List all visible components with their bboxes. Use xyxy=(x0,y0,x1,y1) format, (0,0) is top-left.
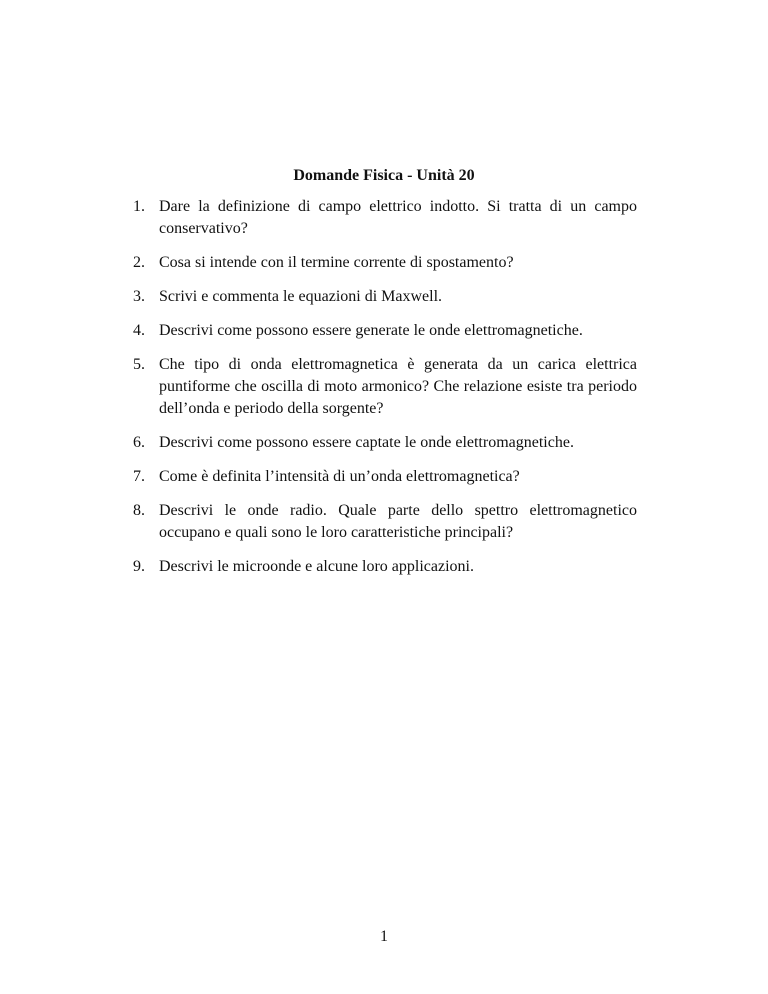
list-item xyxy=(133,556,637,578)
question-text: Come è definita l’intensità di un’onda elettromagnetica? xyxy=(159,468,520,485)
question-number: 3. xyxy=(133,288,145,305)
question-text: Dare la definizione di campo elettrico indotto. Si tratta di un campo conservativo? xyxy=(159,198,637,237)
list-item xyxy=(133,500,637,544)
question-number: 9. xyxy=(133,558,145,575)
question-text: Descrivi come possono essere captate le onde elettromagnetiche. xyxy=(159,434,574,451)
question-number: 6. xyxy=(133,434,145,451)
question-number: 2. xyxy=(133,254,145,271)
question-text: Descrivi le microonde e alcune loro applicazioni. xyxy=(159,558,474,575)
document-title: Domande Fisica - Unità 20 xyxy=(293,167,475,184)
question-number: 1. xyxy=(133,198,145,215)
list-item xyxy=(133,252,637,274)
question-text: Che tipo di onda elettromagnetica è generata da un carica elettrica puntiforme che oscilla di moto armonico? Che relazione esiste tra periodo dell’onda e periodo della sorgente? xyxy=(159,356,637,417)
question-text: Scrivi e commenta le equazioni di Maxwell. xyxy=(159,288,443,305)
question-list xyxy=(133,196,637,590)
question-text: Descrivi le onde radio. Quale parte dello spettro elettromagnetico occupano e quali sono le loro caratteristiche principali? xyxy=(159,502,637,541)
list-item xyxy=(133,432,637,454)
list-item xyxy=(133,286,637,308)
question-number: 8. xyxy=(133,502,145,519)
question-number: 4. xyxy=(133,322,145,339)
question-number: 7. xyxy=(133,468,145,485)
question-text: Descrivi come possono essere generate le onde elettromagnetiche. xyxy=(159,322,583,339)
list-item xyxy=(133,466,637,488)
page-number: 1 xyxy=(380,928,388,945)
list-item xyxy=(133,354,637,420)
list-item xyxy=(133,320,637,342)
question-number: 5. xyxy=(133,356,145,373)
question-text: Cosa si intende con il termine corrente di spostamento? xyxy=(159,254,514,271)
list-item xyxy=(133,196,637,240)
